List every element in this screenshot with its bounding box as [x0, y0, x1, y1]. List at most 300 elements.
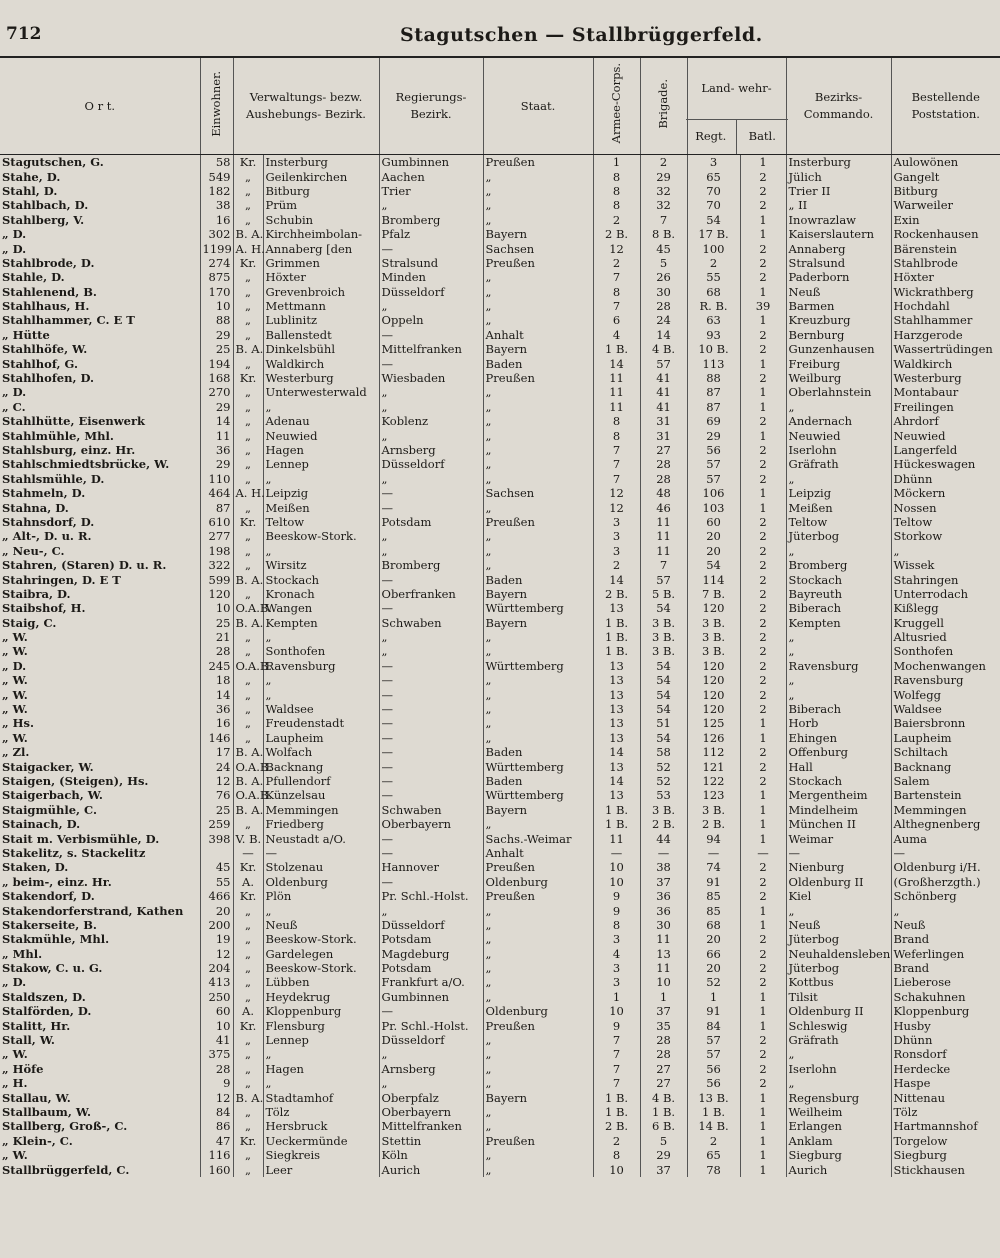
cell-einwohner: 375 — [200, 1047, 233, 1061]
cell-ort: „ W. — [2, 1047, 28, 1062]
cell-verwaltung-bezirk: Stadtamhof — [263, 1090, 379, 1104]
cell-verwaltung-typ: Kr. — [233, 860, 263, 874]
cell-bezirks: Gräfrath — [786, 457, 891, 471]
cell-staat: Anhalt — [483, 846, 593, 860]
cell-einwohner: 55 — [200, 875, 233, 889]
cell-verwaltung-typ: Kr. — [233, 515, 263, 529]
table-row — [0, 500, 1000, 514]
cell-verwaltung-bezirk: Schubin — [263, 213, 379, 227]
cell-regt: — — [687, 846, 740, 860]
cell-ort: Stahe, D. — [2, 169, 61, 184]
cell-verwaltung-typ: Kr. — [233, 371, 263, 385]
cell-verwaltung-bezirk: Plön — [263, 889, 379, 903]
cell-brigade: 51 — [640, 716, 687, 730]
table-row — [0, 299, 1000, 313]
cell-einwohner: 10 — [200, 1018, 233, 1032]
cell-corps: 7 — [593, 270, 640, 284]
cell-bezirks: Kreuzburg — [786, 313, 891, 327]
cell-batl: 2 — [740, 572, 786, 586]
cell-bezirks: „ — [786, 644, 891, 658]
cell-einwohner: 86 — [200, 1119, 233, 1133]
cell-regt: 65 — [687, 169, 740, 183]
cell-staat: „ — [483, 1105, 593, 1119]
col-header-poststation: Bestellende Poststation. — [891, 57, 1000, 155]
cell-poststation: Dhünn — [891, 1033, 1000, 1047]
cell-batl: 1 — [740, 788, 786, 802]
cell-brigade: 45 — [640, 241, 687, 255]
cell-bezirks: Ehingen — [786, 731, 891, 745]
cell-batl: 2 — [740, 1047, 786, 1061]
cell-verwaltung-bezirk: Unterwesterwald — [263, 385, 379, 399]
cell-corps: 8 — [593, 428, 640, 442]
cell-batl: 1 — [740, 903, 786, 917]
cell-verwaltung-bezirk: Geilenkirchen — [263, 169, 379, 183]
cell-ort: „ Klein-, C. — [2, 1133, 73, 1148]
cell-regierung: „ — [379, 529, 483, 543]
cell-einwohner: 58 — [200, 155, 233, 170]
cell-regierung: — — [379, 241, 483, 255]
cell-bezirks: „ II — [786, 198, 891, 212]
cell-ort: „ W. — [2, 702, 28, 717]
cell-verwaltung-bezirk: Hersbruck — [263, 1119, 379, 1133]
cell-ort: „ W. — [2, 730, 28, 745]
cell-batl: 1 — [740, 400, 786, 414]
cell-einwohner: 36 — [200, 443, 233, 457]
cell-einwohner: 20 — [200, 903, 233, 917]
cell-verwaltung-typ: „ — [233, 544, 263, 558]
table-row — [0, 572, 1000, 586]
cell-poststation: Salem — [891, 774, 1000, 788]
cell-verwaltung-typ: „ — [233, 1105, 263, 1119]
cell-verwaltung-bezirk: Beeskow-Stork. — [263, 961, 379, 975]
table-row — [0, 400, 1000, 414]
cell-einwohner: 198 — [200, 544, 233, 558]
cell-verwaltung-bezirk: Meißen — [263, 500, 379, 514]
table-row — [0, 731, 1000, 745]
cell-corps: 14 — [593, 572, 640, 586]
cell-verwaltung-bezirk: Bitburg — [263, 184, 379, 198]
cell-regierung: Pr. Schl.-Holst. — [379, 889, 483, 903]
cell-brigade: 27 — [640, 1076, 687, 1090]
cell-regt: 2 — [687, 256, 740, 270]
cell-bezirks: Kempten — [786, 616, 891, 630]
cell-regierung: Oberbayern — [379, 1105, 483, 1119]
cell-ort: „ Hs. — [2, 716, 34, 731]
cell-brigade: 11 — [640, 529, 687, 543]
cell-verwaltung-typ: O.A.B. — [233, 788, 263, 802]
cell-verwaltung-typ: „ — [233, 356, 263, 370]
cell-regt: 88 — [687, 371, 740, 385]
cell-brigade: 28 — [640, 457, 687, 471]
cell-poststation: Bartenstein — [891, 788, 1000, 802]
cell-ort: Staibra, D. — [2, 586, 71, 601]
cell-einwohner: 16 — [200, 213, 233, 227]
cell-brigade: 11 — [640, 544, 687, 558]
cell-ort: „ D. — [2, 658, 27, 673]
cell-ort: „ beim-, einz. Hr. — [2, 874, 112, 889]
cell-brigade: 37 — [640, 1162, 687, 1176]
cell-bezirks: Neuß — [786, 918, 891, 932]
cell-verwaltung-bezirk: „ — [263, 544, 379, 558]
cell-verwaltung-typ: „ — [233, 443, 263, 457]
cell-brigade: 30 — [640, 285, 687, 299]
cell-poststation: Herdecke — [891, 1062, 1000, 1076]
cell-corps: 1 B. — [593, 803, 640, 817]
cell-ort: „ W. — [2, 687, 28, 702]
cell-brigade: 3 B. — [640, 644, 687, 658]
cell-poststation: „ — [891, 903, 1000, 917]
cell-einwohner: 12 — [200, 774, 233, 788]
table-row — [0, 486, 1000, 500]
cell-verwaltung-typ: „ — [233, 299, 263, 313]
cell-ort: Stahlberg, V. — [2, 212, 85, 227]
cell-batl: 2 — [740, 443, 786, 457]
cell-brigade: 35 — [640, 1018, 687, 1032]
cell-staat: „ — [483, 472, 593, 486]
cell-batl: 1 — [740, 1105, 786, 1119]
cell-regt: 114 — [687, 572, 740, 586]
cell-poststation: Warweiler — [891, 198, 1000, 212]
table-row — [0, 443, 1000, 457]
cell-verwaltung-bezirk: Heydekrug — [263, 990, 379, 1004]
table-row — [0, 328, 1000, 342]
cell-regierung: Pfalz — [379, 227, 483, 241]
cell-verwaltung-typ: B. A. — [233, 572, 263, 586]
cell-verwaltung-typ: — — [233, 846, 263, 860]
cell-bezirks: Oldenburg II — [786, 1004, 891, 1018]
cell-bezirks: „ — [786, 400, 891, 414]
cell-verwaltung-bezirk: „ — [263, 630, 379, 644]
cell-staat: „ — [483, 731, 593, 745]
cell-regierung: Mittelfranken — [379, 342, 483, 356]
cell-einwohner: 599 — [200, 572, 233, 586]
cell-ort: Staigacker, W. — [2, 759, 94, 774]
cell-corps: 1 — [593, 155, 640, 170]
cell-bezirks: Stockach — [786, 774, 891, 788]
cell-verwaltung-bezirk: Insterburg — [263, 155, 379, 170]
cell-verwaltung-bezirk: Oldenburg — [263, 875, 379, 889]
cell-bezirks: Aurich — [786, 1162, 891, 1176]
cell-verwaltung-typ: „ — [233, 731, 263, 745]
cell-brigade: 11 — [640, 932, 687, 946]
cell-batl: 1 — [740, 918, 786, 932]
cell-verwaltung-bezirk: Grevenbroich — [263, 285, 379, 299]
cell-brigade: — — [640, 846, 687, 860]
cell-verwaltung-typ: V. B. — [233, 831, 263, 845]
cell-batl: 2 — [740, 889, 786, 903]
cell-staat: „ — [483, 198, 593, 212]
cell-einwohner: 116 — [200, 1148, 233, 1162]
cell-verwaltung-bezirk: „ — [263, 903, 379, 917]
cell-regt: 57 — [687, 472, 740, 486]
cell-ort: „ D. — [2, 975, 27, 990]
cell-corps: 2 B. — [593, 227, 640, 241]
cell-staat: „ — [483, 1148, 593, 1162]
table-row — [0, 169, 1000, 183]
cell-einwohner: 194 — [200, 356, 233, 370]
cell-staat: Preußen — [483, 1018, 593, 1032]
table-row — [0, 428, 1000, 442]
cell-corps: 14 — [593, 745, 640, 759]
cell-verwaltung-bezirk: Neuß — [263, 918, 379, 932]
cell-regt: 100 — [687, 241, 740, 255]
table-row — [0, 630, 1000, 644]
cell-brigade: 54 — [640, 659, 687, 673]
cell-batl: 1 — [740, 817, 786, 831]
table-row — [0, 975, 1000, 989]
cell-regierung: — — [379, 759, 483, 773]
cell-regt: 66 — [687, 946, 740, 960]
cell-ort: Staldszen, D. — [2, 989, 86, 1004]
cell-regierung: „ — [379, 903, 483, 917]
cell-verwaltung-typ: „ — [233, 673, 263, 687]
cell-brigade: 10 — [640, 975, 687, 989]
cell-verwaltung-bezirk: Flensburg — [263, 1018, 379, 1032]
cell-batl: 2 — [740, 515, 786, 529]
cell-bezirks: „ — [786, 903, 891, 917]
cell-verwaltung-bezirk: Höxter — [263, 270, 379, 284]
cell-regt: 56 — [687, 1062, 740, 1076]
cell-einwohner: 146 — [200, 731, 233, 745]
table-row — [0, 472, 1000, 486]
cell-brigade: 4 B. — [640, 342, 687, 356]
cell-regierung: „ — [379, 428, 483, 442]
cell-ort: Stahlhammer, C. E T — [2, 313, 135, 328]
cell-einwohner: 36 — [200, 702, 233, 716]
cell-verwaltung-bezirk: Hagen — [263, 1062, 379, 1076]
cell-bezirks: Paderborn — [786, 270, 891, 284]
cell-verwaltung-bezirk: Tölz — [263, 1105, 379, 1119]
cell-verwaltung-bezirk: Wangen — [263, 601, 379, 615]
cell-corps: 12 — [593, 241, 640, 255]
cell-poststation: Lieberose — [891, 975, 1000, 989]
cell-verwaltung-bezirk: Siegkreis — [263, 1148, 379, 1162]
cell-batl: 2 — [740, 673, 786, 687]
cell-ort: Stahlsmühle, D. — [2, 471, 105, 486]
cell-ort: „ Zl. — [2, 745, 30, 760]
table-row — [0, 1134, 1000, 1148]
cell-staat: „ — [483, 1047, 593, 1061]
cell-verwaltung-bezirk: Lennep — [263, 1033, 379, 1047]
cell-einwohner: 270 — [200, 385, 233, 399]
page-title: Stagutschen — Stallbrüggerfeld. — [400, 24, 763, 46]
cell-regierung: „ — [379, 544, 483, 558]
cell-batl: 2 — [740, 198, 786, 212]
cell-staat: Bayern — [483, 587, 593, 601]
cell-corps: 9 — [593, 903, 640, 917]
cell-einwohner: 18 — [200, 673, 233, 687]
cell-batl: 1 — [740, 213, 786, 227]
cell-batl: 2 — [740, 702, 786, 716]
cell-bezirks: „ — [786, 1076, 891, 1090]
cell-bezirks: Oldenburg II — [786, 875, 891, 889]
cell-einwohner: 413 — [200, 975, 233, 989]
table-row — [0, 457, 1000, 471]
cell-bezirks: Iserlohn — [786, 1062, 891, 1076]
cell-regt: 120 — [687, 659, 740, 673]
cell-verwaltung-typ: „ — [233, 400, 263, 414]
cell-poststation: Ronsdorf — [891, 1047, 1000, 1061]
cell-regt: 3 B. — [687, 644, 740, 658]
cell-staat: „ — [483, 1062, 593, 1076]
cell-brigade: 48 — [640, 486, 687, 500]
col-header-landwehr-sub — [686, 120, 788, 154]
cell-batl: 1 — [740, 716, 786, 730]
cell-regt: 78 — [687, 1162, 740, 1176]
cell-bezirks: Teltow — [786, 515, 891, 529]
cell-regierung: Hannover — [379, 860, 483, 874]
cell-brigade: 6 B. — [640, 1119, 687, 1133]
cell-poststation: Langerfeld — [891, 443, 1000, 457]
table-row — [0, 1162, 1000, 1176]
cell-verwaltung-typ: B. A. — [233, 1090, 263, 1104]
cell-verwaltung-typ: „ — [233, 169, 263, 183]
cell-bezirks: Neuhaldensleben — [786, 946, 891, 960]
cell-regierung: Arnsberg — [379, 1062, 483, 1076]
cell-bezirks: Mergentheim — [786, 788, 891, 802]
cell-regt: 126 — [687, 731, 740, 745]
cell-bezirks: München II — [786, 817, 891, 831]
cell-staat: Bayern — [483, 803, 593, 817]
cell-einwohner: 25 — [200, 616, 233, 630]
cell-verwaltung-bezirk: Kempten — [263, 616, 379, 630]
cell-batl: 2 — [740, 529, 786, 543]
cell-brigade: 30 — [640, 918, 687, 932]
cell-ort: Stahna, D. — [2, 500, 69, 515]
cell-regierung: Düsseldorf — [379, 918, 483, 932]
cell-corps: 10 — [593, 875, 640, 889]
cell-regierung: — — [379, 486, 483, 500]
table-row — [0, 198, 1000, 212]
cell-poststation: Dhünn — [891, 472, 1000, 486]
cell-ort: Stakerseite, B. — [2, 917, 97, 932]
cell-corps: 14 — [593, 356, 640, 370]
cell-verwaltung-typ: A. H. — [233, 241, 263, 255]
cell-poststation: Montabaur — [891, 385, 1000, 399]
cell-batl: 2 — [740, 414, 786, 428]
table-row — [0, 515, 1000, 529]
cell-brigade: 41 — [640, 371, 687, 385]
cell-staat: „ — [483, 414, 593, 428]
cell-bezirks: Erlangen — [786, 1119, 891, 1133]
cell-verwaltung-typ: A. H. — [233, 486, 263, 500]
cell-batl: 1 — [740, 1119, 786, 1133]
cell-einwohner: 259 — [200, 817, 233, 831]
cell-einwohner: 182 — [200, 184, 233, 198]
cell-bezirks: Kaiserslautern — [786, 227, 891, 241]
cell-regierung: Düsseldorf — [379, 285, 483, 299]
cell-poststation: Kloppenburg — [891, 1004, 1000, 1018]
cell-regt: 122 — [687, 774, 740, 788]
table-row — [0, 529, 1000, 543]
cell-verwaltung-bezirk: Pfullendorf — [263, 774, 379, 788]
table-row — [0, 1148, 1000, 1162]
cell-verwaltung-bezirk: Adenau — [263, 414, 379, 428]
cell-bezirks: Hall — [786, 759, 891, 773]
cell-einwohner: 274 — [200, 256, 233, 270]
cell-staat: „ — [483, 961, 593, 975]
cell-corps: 3 — [593, 529, 640, 543]
cell-staat: Baden — [483, 745, 593, 759]
cell-regierung: — — [379, 500, 483, 514]
table-row — [0, 788, 1000, 802]
cell-ort: Stalitt, Hr. — [2, 1018, 71, 1033]
cell-bezirks: Anklam — [786, 1134, 891, 1148]
cell-brigade: 3 B. — [640, 616, 687, 630]
cell-verwaltung-typ: „ — [233, 961, 263, 975]
cell-poststation: Harzgerode — [891, 328, 1000, 342]
cell-brigade: 54 — [640, 731, 687, 745]
table-row — [0, 745, 1000, 759]
cell-verwaltung-bezirk: Ravensburg — [263, 659, 379, 673]
cell-regt: 74 — [687, 860, 740, 874]
table-row — [0, 1004, 1000, 1018]
cell-regierung: — — [379, 673, 483, 687]
cell-einwohner: 76 — [200, 788, 233, 802]
cell-poststation: Ravensburg — [891, 673, 1000, 687]
cell-regierung: „ — [379, 644, 483, 658]
cell-corps: 1 B. — [593, 630, 640, 644]
cell-corps: 1 — [593, 990, 640, 1004]
cell-verwaltung-bezirk: Sonthofen — [263, 644, 379, 658]
cell-brigade: 54 — [640, 673, 687, 687]
cell-corps: 8 — [593, 184, 640, 198]
cell-brigade: 8 B. — [640, 227, 687, 241]
cell-ort: Stahringen, D. E T — [2, 572, 121, 587]
cell-einwohner: 28 — [200, 644, 233, 658]
cell-regierung: — — [379, 572, 483, 586]
cell-einwohner: 250 — [200, 990, 233, 1004]
cell-poststation: Schiltach — [891, 745, 1000, 759]
cell-batl: 1 — [740, 385, 786, 399]
cell-corps: 8 — [593, 918, 640, 932]
cell-corps: 1 B. — [593, 1105, 640, 1119]
cell-verwaltung-typ: „ — [233, 630, 263, 644]
cell-brigade: 5 — [640, 256, 687, 270]
cell-regierung: Potsdam — [379, 932, 483, 946]
cell-poststation: Neuwied — [891, 428, 1000, 442]
cell-batl: 2 — [740, 169, 786, 183]
table-row — [0, 213, 1000, 227]
cell-batl: 2 — [740, 745, 786, 759]
cell-verwaltung-typ: „ — [233, 975, 263, 989]
cell-verwaltung-bezirk: Waldsee — [263, 702, 379, 716]
cell-poststation: Baiersbronn — [891, 716, 1000, 730]
cell-batl: 2 — [740, 1033, 786, 1047]
cell-batl: 2 — [740, 544, 786, 558]
cell-ort: Stait m. Verbismühle, D. — [2, 831, 160, 846]
cell-batl: 2 — [740, 371, 786, 385]
cell-verwaltung-typ: „ — [233, 313, 263, 327]
cell-brigade: 46 — [640, 500, 687, 514]
cell-corps: 1 B. — [593, 1090, 640, 1104]
cell-bezirks: Neuß — [786, 285, 891, 299]
cell-bezirks: Weilburg — [786, 371, 891, 385]
cell-batl: 1 — [740, 831, 786, 845]
cell-poststation: Wissek — [891, 558, 1000, 572]
table-body — [0, 155, 1000, 1177]
cell-regt: 60 — [687, 515, 740, 529]
cell-bezirks: Leipzig — [786, 486, 891, 500]
cell-corps: 11 — [593, 385, 640, 399]
cell-ort: Stallau, W. — [2, 1090, 71, 1105]
cell-bezirks: Jüterbog — [786, 529, 891, 543]
cell-staat: „ — [483, 400, 593, 414]
cell-brigade: 3 B. — [640, 803, 687, 817]
cell-staat: „ — [483, 673, 593, 687]
cell-batl: 2 — [740, 860, 786, 874]
cell-staat: „ — [483, 687, 593, 701]
